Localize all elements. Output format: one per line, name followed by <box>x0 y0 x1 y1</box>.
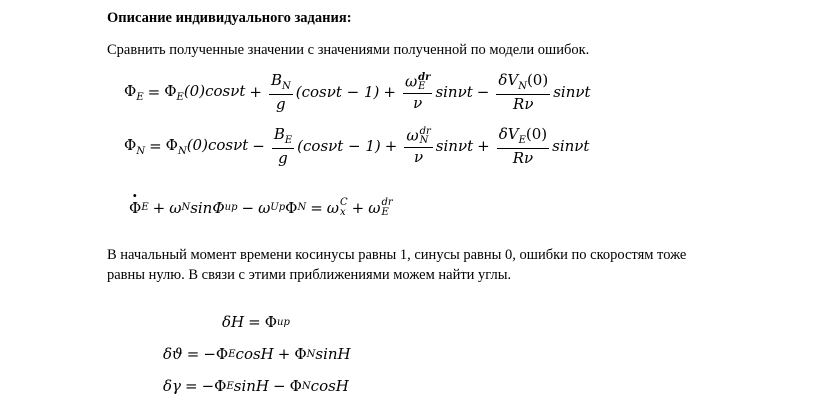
equation-delta-h: δH = Φ up <box>222 313 290 331</box>
equation-delta-theta: δϑ = − Φ E cosH + Φ N sinH <box>163 345 351 363</box>
eq1-fraction-dv-rnu: $\frac{\delta V_N(0)}{R\nu}$ <box>498 71 549 113</box>
eq3-sin-phi: sinΦ <box>190 198 225 217</box>
equation-phi-e-dot: · Φ E + ω N sinΦ up − ω Up Φ N = ω C x + ω dr E <box>129 198 393 217</box>
eq2-term1: $\Phi_N(0)\cos\nu t$ <box>165 135 249 157</box>
eq2-fraction-be-g: $\frac{B_E}{g}$ <box>273 125 293 167</box>
eq2-lhs: $\Phi_N$ <box>124 135 146 157</box>
intro-text: Сравнить полученные значении с значениями полученной по модели ошибок. <box>107 42 590 58</box>
equation-phi-n: $\Phi_N$ = $\Phi_N(0)\cos\nu t$ − $\frac{B_E}{g}$ (cosνt − 1) + ω dr N ν sinνt + $\frac{\delta V_E(0)}{R\nu}$ sinνt <box>124 125 590 167</box>
eq1-lhs: $\Phi_E$ <box>124 81 144 103</box>
section-heading: Описание индивидуального задания: <box>107 10 352 26</box>
eq2-term2: (cosνt − 1) <box>297 137 381 156</box>
eq1-fraction-omega-nu: ω dr E ν <box>404 71 431 112</box>
eq3-phi-n: Φ <box>285 198 298 217</box>
eq2-term3: sinνt <box>435 137 474 156</box>
paragraph-line-2: равны нулю. В связи с этими приближениями можем найти углы. <box>107 267 512 283</box>
eq2-term4: sinνt <box>552 137 590 156</box>
eq1-term4: sinνt <box>553 83 591 102</box>
eq1-fraction-bn-g: $\frac{B_N}{g}$ <box>270 71 291 113</box>
eq2-fraction-omega-nu: ω dr N ν <box>406 125 431 166</box>
equation-phi-e: $\Phi_E$ = $\Phi_E(0)\cos\nu t$ + $\frac{B_N}{g}$ (cosνt − 1) + ω dr E ν sinνt − $\frac{\delta V_N(0)}{R\nu}$ sinνt <box>124 71 591 113</box>
paragraph-line-1: В начальный момент времени косинусы равны 1, синусы равны 0, ошибки по скоростям тоже <box>107 247 687 263</box>
eq1-term1: $\Phi_E(0)\cos\nu t$ <box>164 81 246 103</box>
eq2-fraction-dv-rnu: $\frac{\delta V_E(0)}{R\nu}$ <box>498 125 548 167</box>
eq1-term2: (cosνt − 1) <box>295 83 380 102</box>
equation-delta-gamma: δγ = − Φ E sinH − Φ N cosH <box>163 377 349 395</box>
eq3-phi-e-dot: · Φ <box>129 199 141 217</box>
eq1-term3: sinνt <box>435 83 473 102</box>
